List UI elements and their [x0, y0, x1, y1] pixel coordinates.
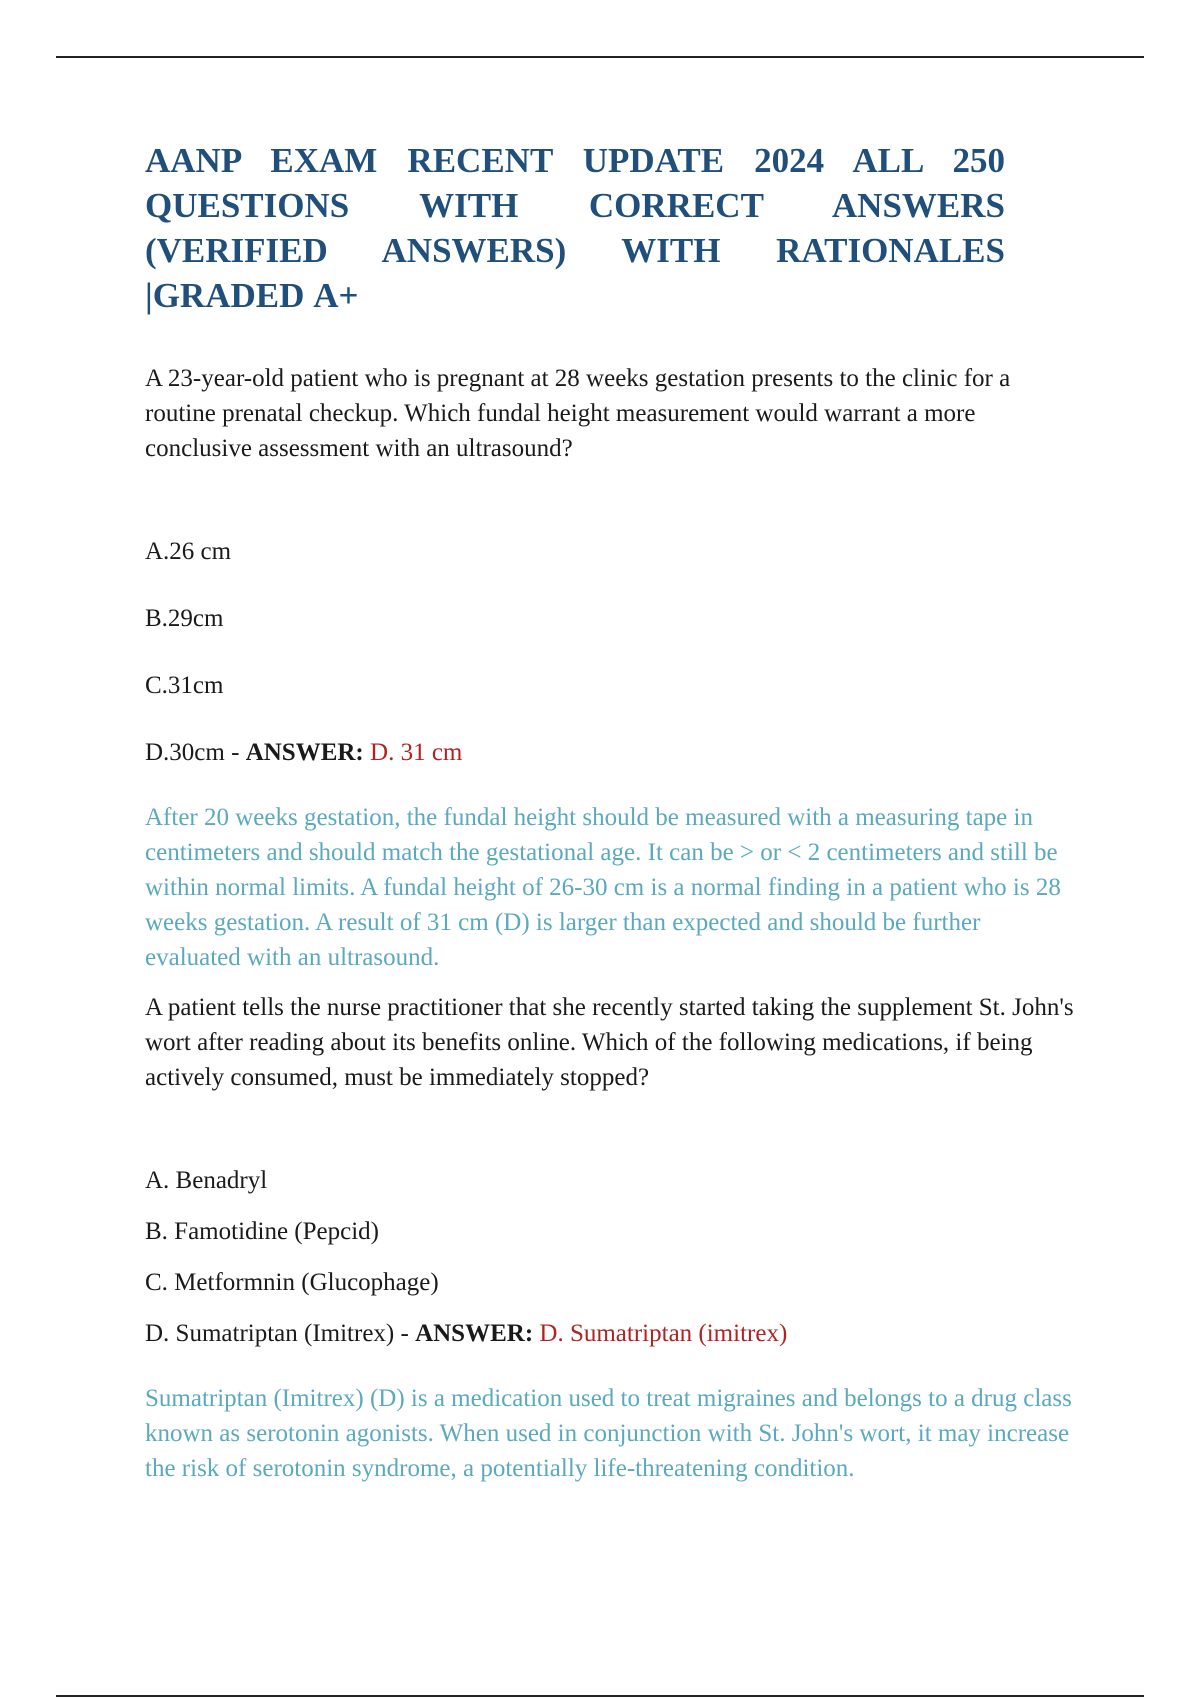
question-2-rationale: Sumatriptan (Imitrex) (D) is a medication used to treat migraines and belongs to a drug class known as serotonin agonists. When used in conjunction with St. John's wort, it may increase the risk of serotonin syndrome, a potentially life-threatening condition.	[145, 1385, 1072, 1482]
question-1-rationale: After 20 weeks gestation, the fundal height should be measured with a measuring tape in centimeters and should match the gestational age. It can be > or < 2 centimeters and still be within normal limits. A fundal height of 26-30 cm is a normal finding in a patient who is 28 weeks gestation. A result of 31 cm (D) is larger than expected and should be further evaluated with an ultrasound.	[145, 804, 1061, 971]
question-1-option-d: D.30cm	[145, 739, 225, 766]
question-1-answer: D. 31 cm	[363, 739, 463, 766]
question-1-option-d-with-answer	[145, 735, 1075, 770]
question-2-option-a: A. Benadryl	[145, 1167, 268, 1194]
question-1-stem: A 23-year-old patient who is pregnant at 28 weeks gestation presents to the clinic for a routine prenatal checkup. Which fundal height measurement would warrant a more conclusive assessment with an ultrasound?	[145, 365, 1011, 462]
question-1-option-b: B.29cm	[145, 605, 224, 632]
question-2-option-d-with-answer	[145, 1316, 1075, 1351]
document-title: AANP EXAM RECENT UPDATE 2024 ALL 250 QUESTIONS WITH CORRECT ANSWERS (VERIFIED ANSWERS) WITH RATIONALES |GRADED A+	[145, 141, 1005, 315]
question-2-answer: D. Sumatriptan (imitrex)	[533, 1320, 788, 1347]
question-2-option-d: D. Sumatriptan (Imitrex)	[145, 1320, 395, 1347]
question-1-options	[145, 534, 1075, 770]
answer-label: ANSWER:	[415, 1320, 534, 1347]
question-1-option-c: C.31cm	[145, 672, 224, 699]
answer-separator: -	[224, 739, 246, 766]
top-rule	[56, 56, 1144, 58]
document-body	[145, 138, 1075, 1486]
question-1-option-a: A.26 cm	[145, 538, 232, 565]
question-2-option-b: B. Famotidine (Pepcid)	[145, 1218, 379, 1245]
answer-label: ANSWER:	[245, 739, 364, 766]
question-2-option-c: C. Metformnin (Glucophage)	[145, 1269, 439, 1296]
bottom-rule	[56, 1695, 1144, 1697]
answer-separator: -	[394, 1320, 416, 1347]
question-2-options	[145, 1163, 1075, 1351]
question-2-stem: A patient tells the nurse practitioner that she recently started taking the supplement St. John's wort after reading about its benefits online. Which of the following medications, if being actively consumed, must be immediately stopped?	[145, 994, 1074, 1091]
